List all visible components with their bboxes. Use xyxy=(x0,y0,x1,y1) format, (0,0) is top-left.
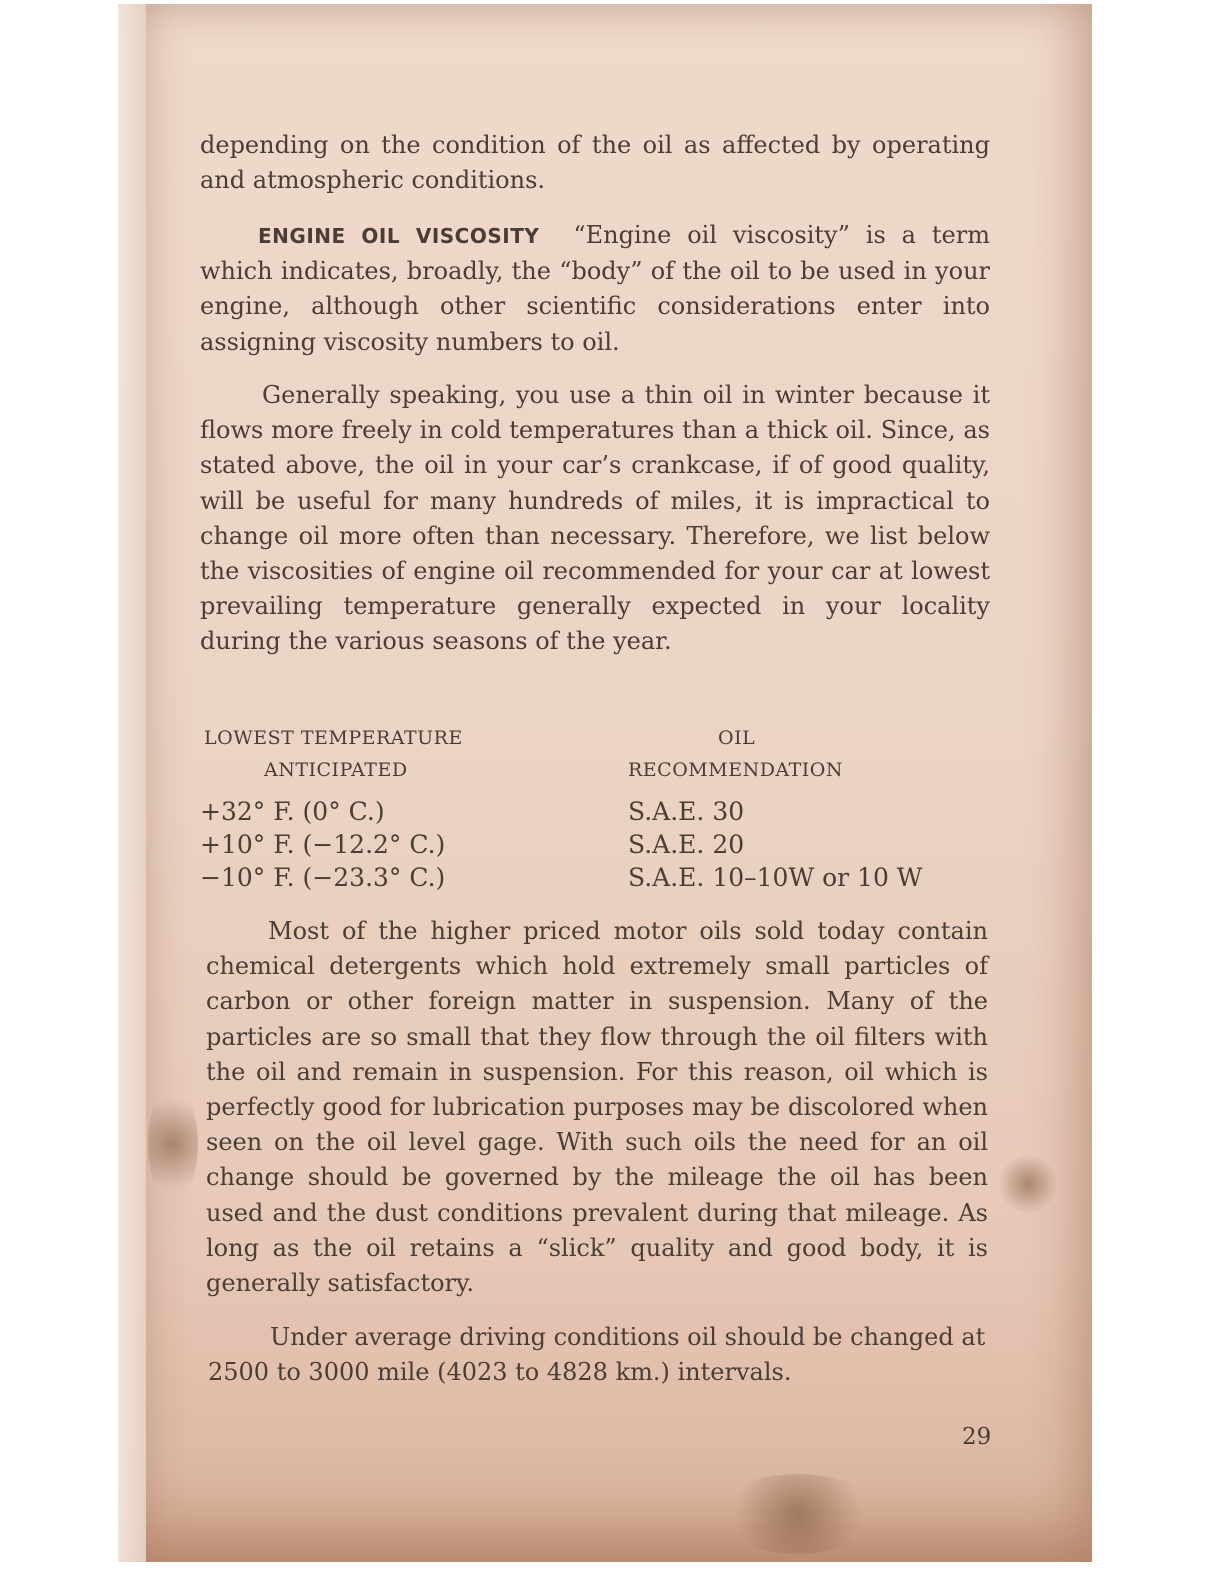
table-header-temperature: LOWEST TEMPERATURE xyxy=(204,727,463,749)
change-interval-paragraph: Under average driving conditions oil should be changed at 2500 to 3000 mile (4023 to 4828 km.) intervals. xyxy=(208,1323,986,1387)
stain-mark xyxy=(998,1154,1058,1214)
table-row-oil: S.A.E. 30 xyxy=(628,797,745,826)
intro-paragraph: depending on the condition of the oil as affected by operating and atmospheric conditions. xyxy=(200,131,990,195)
table-row-temp: +10° F. (−12.2° C.) xyxy=(200,830,446,859)
viscosity-section xyxy=(200,218,990,360)
stain-mark xyxy=(718,1474,878,1554)
table-header-anticipated: ANTICIPATED xyxy=(264,759,408,781)
page-number: 29 xyxy=(962,1424,992,1450)
detergent-section xyxy=(206,914,988,1301)
table-row-oil: S.A.E. 20 xyxy=(628,830,745,859)
viscosity-paragraph xyxy=(200,218,990,360)
stain-mark xyxy=(148,1084,198,1204)
section-heading: ENGINE OIL VISCOSITY xyxy=(258,224,540,248)
table-row-temp: −10° F. (−23.3° C.) xyxy=(200,863,446,892)
table-row-temp: +32° F. (0° C.) xyxy=(200,797,385,826)
table-header-recommendation: RECOMMENDATION xyxy=(628,759,843,781)
viscosity-definition-text: “Engine oil viscosity” is a term which indicates, broadly, the “body” of the oil to be used in your engine, although other scientific considerations enter into assigning viscosity numbers to oil. xyxy=(200,221,990,356)
detergent-paragraph: Most of the higher priced motor oils sold today contain chemical detergents which hold extremely small particles of carbon or other foreign matter in suspension. Many of the particles are so small that they flow through the oil filters with the oil and remain in suspension. For this reason, oil which is perfectly good for lubrication purposes may be discolored when seen on the oil level gage. With such oils the need for an oil change should be governed by the mileage the oil has been used and the dust conditions prevalent during that mileage. As long as the oil retains a “slick” quality and good body, it is generally satisfactory. xyxy=(206,917,988,1298)
generally-speaking-section xyxy=(200,378,990,660)
generally-speaking-paragraph: Generally speaking, you use a thin oil in winter because it flows more freely in cold temperatures than a thick oil. Since, as stated above, the oil in your car’s crankcase, if of good quality, will be useful for many hundreds of miles, it is impractical to change oil more often than necessary. Therefore, we list below the viscosities of engine oil recommended for your car at lowest prevailing temperature generally expected in your locality during the various seasons of the year. xyxy=(200,381,990,656)
intro-paragraph-container xyxy=(200,128,990,198)
change-interval-section xyxy=(208,1320,988,1390)
table-header-oil: OIL xyxy=(718,727,756,749)
table-row-oil: S.A.E. 10–10W or 10 W xyxy=(628,863,923,892)
